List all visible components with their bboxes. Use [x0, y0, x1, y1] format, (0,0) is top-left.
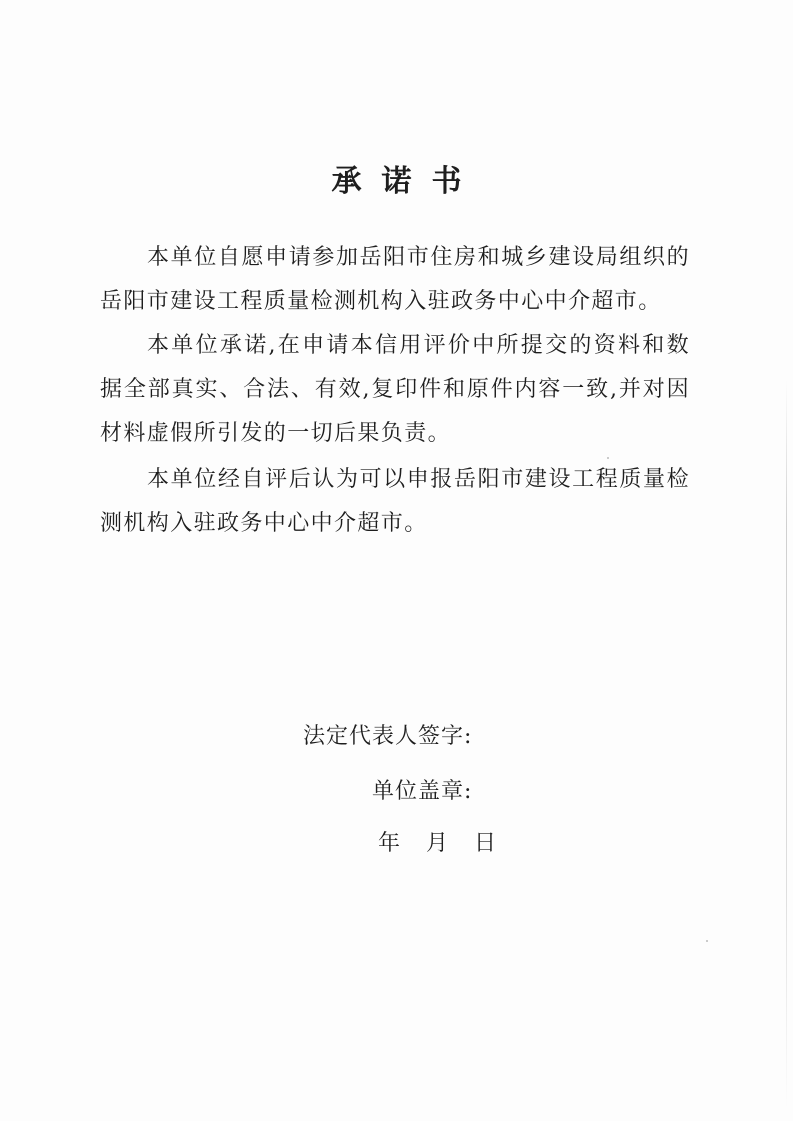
scan-speck [706, 940, 708, 942]
date-month-label: 月 [426, 831, 450, 856]
unit-seal-label: 单位盖章: [372, 779, 473, 804]
date-day-label: 日 [474, 831, 498, 856]
paragraph-application: 本单位自愿申请参加岳阳市住房和城乡建设局组织的岳阳市建设工程质量检测机构入驻政务中心中介超市。 [100, 245, 690, 314]
paragraph-commitment: 本单位承诺,在申请本信用评价中所提交的资料和数据全部真实、合法、有效,复印件和原件内容一致,并对因材料虚假所引发的一切后果负责。 [100, 333, 690, 446]
paragraph-self-evaluation: 本单位经自评后认为可以申报岳阳市建设工程质量检测机构入驻政务中心中介超市。 [100, 467, 690, 536]
document-title: 承诺书 [331, 164, 482, 199]
date-line [378, 829, 497, 859]
legal-representative-signature-label: 法定代表人签字: [303, 724, 473, 749]
scan-edge-shadow [786, 380, 787, 1110]
document-body [100, 236, 690, 546]
date-year-label: 年 [378, 831, 402, 856]
